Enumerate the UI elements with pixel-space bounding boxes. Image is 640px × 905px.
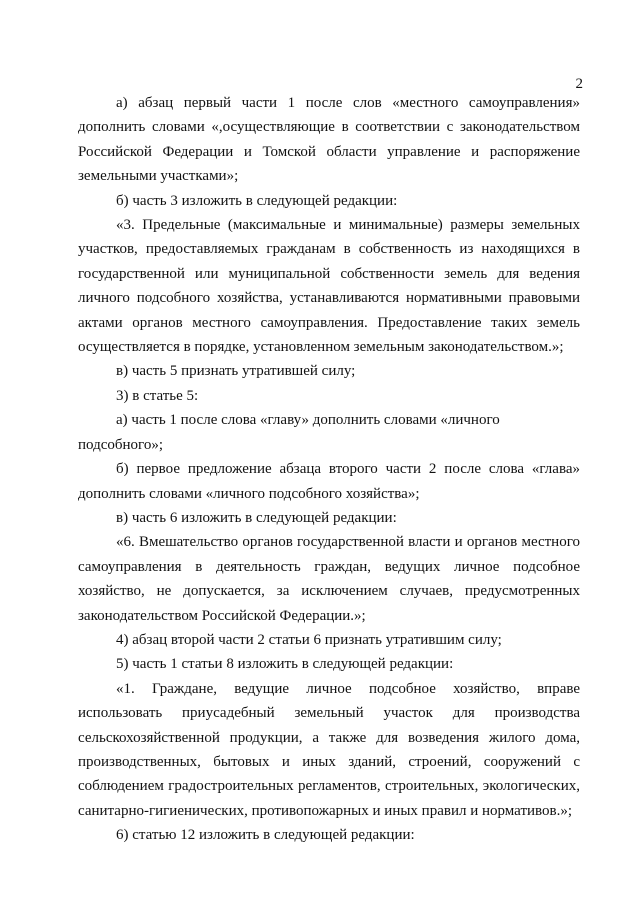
paragraph-item-6: 6) статью 12 изложить в следующей редакции:: [116, 827, 415, 844]
paragraph-3b: б) первое предложение абзаца второго части 2 после слова «глава» дополнить словами «личного подсобного хозяйства»;: [78, 461, 580, 502]
paragraph-quote-6: «6. Вмешательство органов государственной власти и органов местного самоуправления в деятельность граждан, ведущих личное подсобное хозяйство, не допускается, за исключением случаев, предусмотренных законодательством Российской Федерации.»;: [78, 534, 580, 624]
paragraph-item-3: 3) в статье 5:: [116, 387, 199, 404]
paragraph-item-5: 5) часть 1 статьи 8 изложить в следующей редакции:: [116, 656, 454, 673]
paragraph-1a: а) абзац первый части 1 после слов «местного самоуправления» дополнить словами «,осуществляющие в соответствии с законодательством Российской Федерации и Томской области управление и распоряжение земельными участками»;: [78, 95, 580, 185]
paragraph-1b: б) часть 3 изложить в следующей редакции:: [116, 192, 398, 209]
paragraph-3c: в) часть 6 изложить в следующей редакции:: [116, 509, 397, 526]
document-body: [78, 91, 580, 848]
paragraph-quote-1: «1. Граждане, ведущие личное подсобное хозяйство, вправе использовать приусадебный земельный участок для производства сельскохозяйственной продукции, а также для возведения жилого дома, производственных, бытовых и иных зданий, строений, сооружений с соблюдением градостроительных регламентов, строительных, экологических, санитарно-гигиенических, противопожарных и иных правил и нормативов.»;: [78, 680, 580, 819]
paragraph-1c: в) часть 5 признать утратившей силу;: [116, 363, 356, 380]
paragraph-quote-3: «3. Предельные (максимальные и минимальные) размеры земельных участков, предоставляемых гражданам в собственность из находящихся в государственной или муниципальной собственности земель для ведения личного подсобного хозяйства, устанавливаются нормативными правовыми актами органов местного самоуправления. Предоставление таких земель осуществляется в порядке, установленном земельным законодательством.»;: [78, 217, 580, 356]
paragraph-3a: а) часть 1 после слова «главу» дополнить словами «личного подсобного»;: [78, 412, 500, 453]
page-number: 2: [575, 76, 583, 92]
paragraph-item-4: 4) абзац второй части 2 статьи 6 признать утратившим силу;: [116, 631, 502, 648]
